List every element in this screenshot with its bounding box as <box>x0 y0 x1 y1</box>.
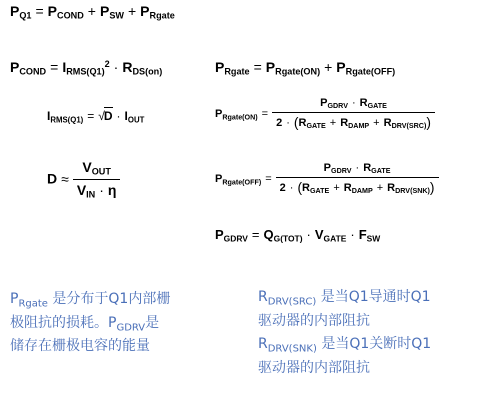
equation-p-rgate <box>215 60 395 77</box>
note-text: 是分布于Q1内部栅 <box>47 291 171 307</box>
operator: ≈ <box>61 170 69 187</box>
symbol: P <box>323 162 332 174</box>
subscript: DS(on) <box>132 66 163 77</box>
note-right-top <box>258 288 493 330</box>
operator: = <box>251 227 260 242</box>
operator: = <box>35 3 44 19</box>
symbol: R <box>383 117 392 130</box>
symbol: R <box>359 97 368 109</box>
subscript: DRV(SRC) <box>267 296 317 308</box>
operator: · <box>289 182 294 195</box>
subscript: Rgate(OFF) <box>345 66 396 77</box>
note-text: 驱动器的内部阻抗 <box>258 359 370 376</box>
subscript: Rgate <box>18 298 48 310</box>
symbol <box>10 291 48 310</box>
paren: ( <box>297 180 303 196</box>
symbol: 2 <box>276 117 283 130</box>
sqrt-sign: √ <box>98 109 105 123</box>
fraction-denominator <box>272 113 435 130</box>
subscript: GDRV <box>331 167 352 176</box>
equation-i-rms <box>47 110 144 124</box>
fraction-numerator <box>272 98 435 113</box>
subscript: OUT <box>91 166 111 177</box>
subscript: RMS(Q1) <box>50 115 84 125</box>
subscript: COND <box>57 10 84 21</box>
symbol: P <box>140 3 150 19</box>
note-text: 极阻抗的损耗。 <box>10 314 108 331</box>
symbol: D <box>47 170 58 187</box>
paren: ) <box>426 115 431 131</box>
subscript: Rgate <box>224 66 250 77</box>
symbol: P <box>47 3 58 19</box>
operator: + <box>376 182 384 195</box>
symbol: I <box>62 59 67 75</box>
symbol: R <box>302 182 310 195</box>
equation-p-rgate-off <box>215 163 439 196</box>
operator: · <box>113 59 119 75</box>
subscript: DRV(SNK) <box>267 343 317 355</box>
equation-p-gdrv <box>215 228 380 243</box>
subscript: GATE <box>371 167 391 176</box>
subscript: GDRV <box>327 102 348 111</box>
paren: ( <box>293 115 299 131</box>
operator: = <box>87 109 95 123</box>
subscript: COND <box>19 66 47 77</box>
equation-p-rgate-on <box>215 98 435 131</box>
operator: · <box>355 162 360 174</box>
symbol: P <box>265 59 276 75</box>
operator: + <box>333 182 340 195</box>
symbol-letter: R <box>258 289 268 305</box>
note-right-top-line-2 <box>258 312 493 330</box>
subscript: Q1 <box>19 10 32 21</box>
note-right-bottom-line-1 <box>258 335 493 359</box>
subscript: GATE <box>367 102 387 111</box>
operator: · <box>99 181 104 198</box>
symbol: R <box>387 182 396 195</box>
subscript: OUT <box>127 115 145 125</box>
symbol: Q <box>263 227 274 242</box>
fraction-numerator <box>276 163 439 178</box>
operator: = <box>265 173 272 186</box>
note-text: 是当Q1导通时Q1 <box>316 289 431 305</box>
operator: · <box>350 227 355 242</box>
symbol: P <box>215 227 224 242</box>
operator: · <box>286 117 290 130</box>
fraction-denominator <box>276 178 439 195</box>
operator: + <box>373 117 380 130</box>
symbol: V <box>82 159 92 175</box>
operator: = <box>261 108 269 121</box>
operator: + <box>127 3 137 19</box>
subscript: Rgate(ON) <box>275 66 321 77</box>
note-left <box>10 290 220 355</box>
subscript: DAMP <box>348 122 370 131</box>
note-left-line-3 <box>10 337 220 355</box>
fraction <box>276 163 439 196</box>
note-text: 驱动器的内部阻抗 <box>258 312 370 329</box>
symbol-letter: P <box>10 291 19 307</box>
operator: · <box>351 97 356 109</box>
fraction <box>272 98 435 131</box>
symbol: P <box>215 59 225 75</box>
symbol: V <box>76 181 87 198</box>
symbol: I <box>124 109 128 123</box>
symbol: P <box>10 3 20 19</box>
operator: = <box>50 59 59 75</box>
symbol: R <box>340 117 349 130</box>
equation-d-approx <box>47 160 120 200</box>
equation-p-q1 <box>10 4 175 21</box>
symbol: η <box>107 181 117 198</box>
fraction-numerator <box>73 160 121 180</box>
subscript: IN <box>86 189 96 200</box>
note-text: 是 <box>145 314 160 331</box>
symbol: R <box>122 59 133 75</box>
operator: · <box>116 109 121 123</box>
subscript: GDRV <box>116 322 146 333</box>
subscript: GATE <box>306 122 326 131</box>
subscript: Rgate <box>149 10 175 21</box>
note-right-bottom <box>258 335 493 377</box>
exponent: 2 <box>104 59 110 69</box>
symbol: R <box>343 182 352 195</box>
operator: + <box>329 117 337 130</box>
symbol-letter: R <box>258 336 268 352</box>
note-left-line-1 <box>10 290 220 314</box>
fraction <box>73 160 121 200</box>
fraction-denominator <box>73 180 121 200</box>
subscript: Rgate(ON) <box>222 113 258 122</box>
subscript: DAMP <box>351 187 373 196</box>
note-right-bottom-line-2 <box>258 359 493 377</box>
symbol: P <box>99 3 110 19</box>
operator: · <box>306 227 311 242</box>
symbol: R <box>363 162 372 174</box>
symbol: I <box>47 109 51 123</box>
note-text: 储存在栅极电容的能量 <box>10 338 150 354</box>
operator: + <box>324 59 333 75</box>
operator: = <box>253 59 262 75</box>
note-right-top-line-1 <box>258 288 493 312</box>
note-text: 是当Q1关断时Q1 <box>316 336 432 352</box>
symbol: R <box>298 117 307 130</box>
note-left-line-2 <box>10 314 220 338</box>
paren: ) <box>429 180 435 196</box>
symbol: F <box>358 227 367 242</box>
symbol: P <box>10 59 20 75</box>
subscript: Rgate(OFF) <box>222 178 262 187</box>
symbol: P <box>336 59 346 75</box>
operator: + <box>87 3 96 19</box>
symbol <box>258 289 317 308</box>
symbol: P <box>215 108 223 121</box>
subscript: GDRV <box>223 233 248 244</box>
symbol: V <box>314 227 324 242</box>
symbol: D <box>103 109 113 123</box>
symbol <box>258 336 317 355</box>
symbol: P <box>215 173 223 186</box>
subscript: DRV(SNK) <box>395 187 430 196</box>
subscript: SW <box>109 10 124 21</box>
symbol-letter: P <box>108 314 117 331</box>
subscript: DRV(SRC) <box>391 122 427 131</box>
subscript: G(TOT) <box>273 233 303 244</box>
subscript: GATE <box>323 233 347 244</box>
symbol: P <box>320 97 328 109</box>
subscript: SW <box>366 233 381 244</box>
subscript: GATE <box>310 187 330 196</box>
symbol: 2 <box>279 182 286 195</box>
symbol <box>108 315 145 331</box>
subscript: RMS(Q1) <box>66 66 105 77</box>
equation-p-cond <box>10 60 162 77</box>
